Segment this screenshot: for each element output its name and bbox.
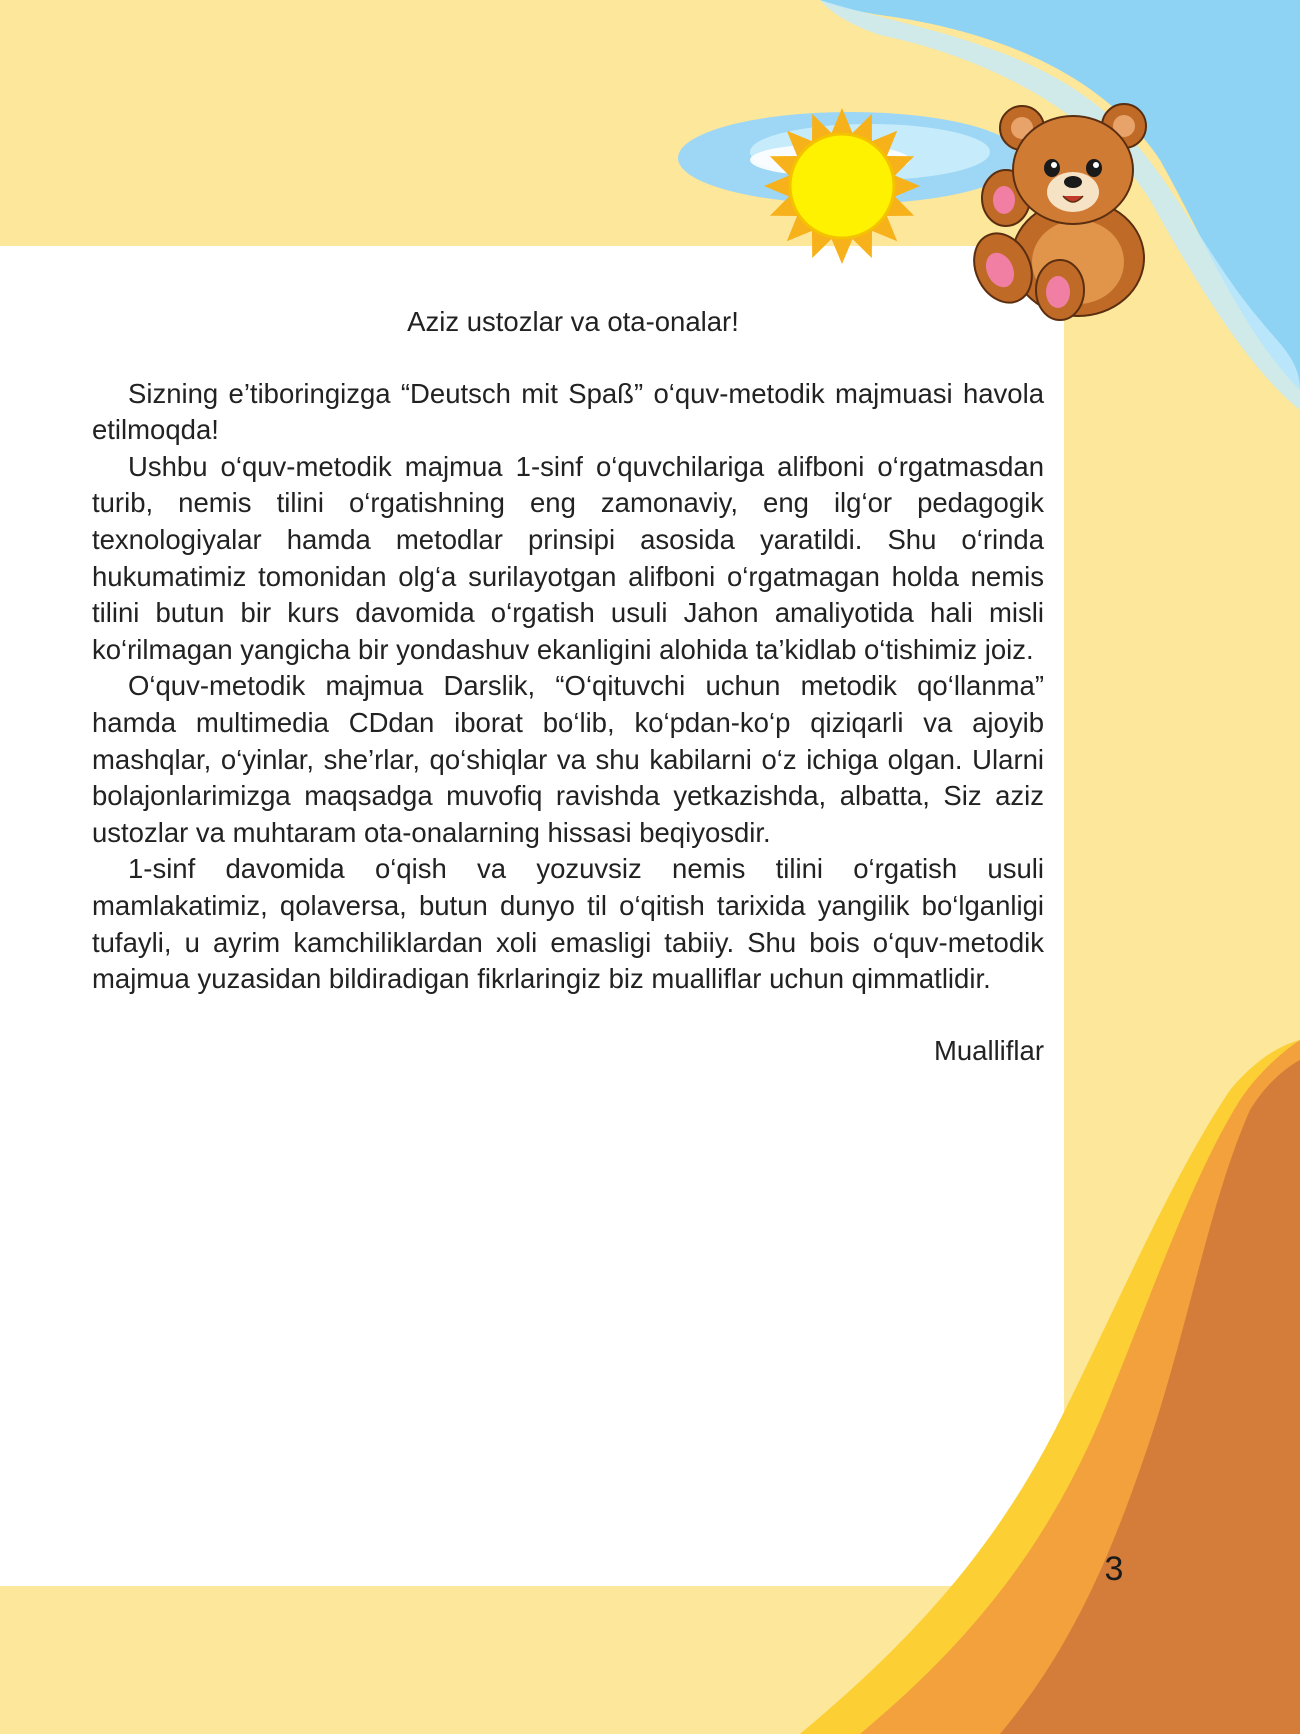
page-number: 3: [1104, 1550, 1124, 1588]
preface-text: [92, 304, 1044, 1069]
page-title: Aziz ustozlar va ota-onalar!: [407, 306, 739, 337]
paragraph-2: Ushbu o‘quv-metodik majmua 1-sinf o‘quvchilariga alifboni o‘rgatmasdan turib, nemis tilini o‘rgatishning eng zamonaviy, eng ilg‘or pedagogik texnologiyalar hamda metodlar prinsipi asosida yaratildi. Shu o‘rinda hukumatimiz tomonidan olg‘a surilayotgan alifboni o‘rgatmagan holda nemis tilini butun bir kurs davomida o‘rgatish usuli Jahon amaliyotida hali misli ko‘rilmagan yangicha bir yondashuv ekanligini alohida ta’kidlab o‘tishimiz joiz.: [92, 450, 1044, 665]
paragraph-3: O‘quv-metodik majmua Darslik, “O‘qituvchi uchun metodik qo‘llanma” hamda multimedia CDdan iborat bo‘lib, ko‘pdan-ko‘p qiziqarli va ajoyib mashqlar, o‘yinlar, she’rlar, qo‘shiqlar va shu kabilarni o‘z ichiga olgan. Ularni bolajonlarimizga maqsadga muvofiq ravishda yetkazishda, albatta, Siz aziz ustozlar va muhtaram ota-onalarning hissasi beqiyosdir.: [92, 670, 1044, 848]
paragraph-1: Sizning e’tiboringizga “Deutsch mit Spaß” o‘quv-metodik majmuasi havola etilmoqda!: [92, 377, 1044, 446]
paragraph-4: 1-sinf davomida o‘qish va yozuvsiz nemis tilini o‘rgatish usuli mamlakatimiz, qolaversa, butun dunyo til o‘qitish tarixida yangilik bo‘lganligi tufayli, u ayrim kamchiliklardan xoli emasligi tabiiy. Shu bois o‘quv-metodik majmua yuzasidan bildiradigan fikrlaringiz biz mualliflar uchun qimmatlidir.: [92, 853, 1044, 995]
sun-icon: [764, 108, 920, 264]
signature: Mualliflar: [933, 1034, 1044, 1066]
